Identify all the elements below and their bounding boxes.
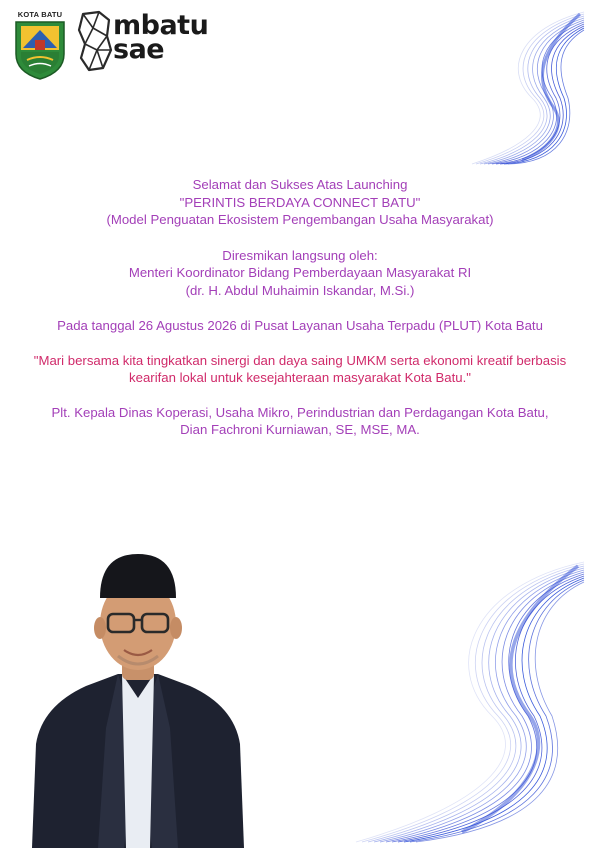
kota-batu-crest (13, 10, 67, 82)
minister-name: (dr. H. Abdul Muhaimin Iskandar, M.Si.) (185, 282, 415, 298)
mbatu-sae-logo (77, 10, 217, 70)
announcement-text (20, 176, 580, 439)
minister-title: Menteri Koordinator Bidang Pemberdayaan Masyarakat RI (128, 265, 472, 280)
official-portrait (28, 548, 248, 848)
quote-line-1: "Mari bersama kita tingkatkan sinergi dan daya saing UMKM serta ekonomi kreatif berbasis (33, 352, 567, 368)
congrats-line: Selamat dan Sukses Atas Launching (192, 177, 408, 192)
crest-caption: KOTA BATU (17, 10, 63, 19)
signatory-name: Dian Fachroni Kurniawan, SE, MSE, MA. (180, 422, 420, 437)
quote-line-2: kearifan lokal untuk kesejahteraan masyarakat Kota Batu." (129, 370, 471, 385)
date-and-place: Pada tanggal 26 Agustus 2026 di Pusat Layanan Usaha Terpadu (PLUT) Kota Batu (57, 318, 543, 333)
shield-emblem-icon (13, 20, 67, 80)
brand-word-sae: sae (113, 34, 165, 65)
inaugurated-by-label: Diresmikan langsung oleh: (222, 247, 378, 263)
brand-word-mbatu: mbatu (113, 10, 209, 41)
program-name: "PERINTIS BERDAYA CONNECT BATU" (179, 194, 421, 210)
decorative-swirl-top (462, 8, 590, 168)
decorative-swirl-bottom (352, 556, 588, 846)
header-logos (13, 10, 217, 82)
program-description: (Model Penguatan Ekosistem Pengembangan Usaha Masyarakat) (106, 212, 494, 227)
signatory-title: Plt. Kepala Dinas Koperasi, Usaha Mikro, Perindustrian dan Perdagangan Kota Batu, (51, 404, 549, 420)
mbatu-sae-mark-icon (77, 10, 113, 72)
